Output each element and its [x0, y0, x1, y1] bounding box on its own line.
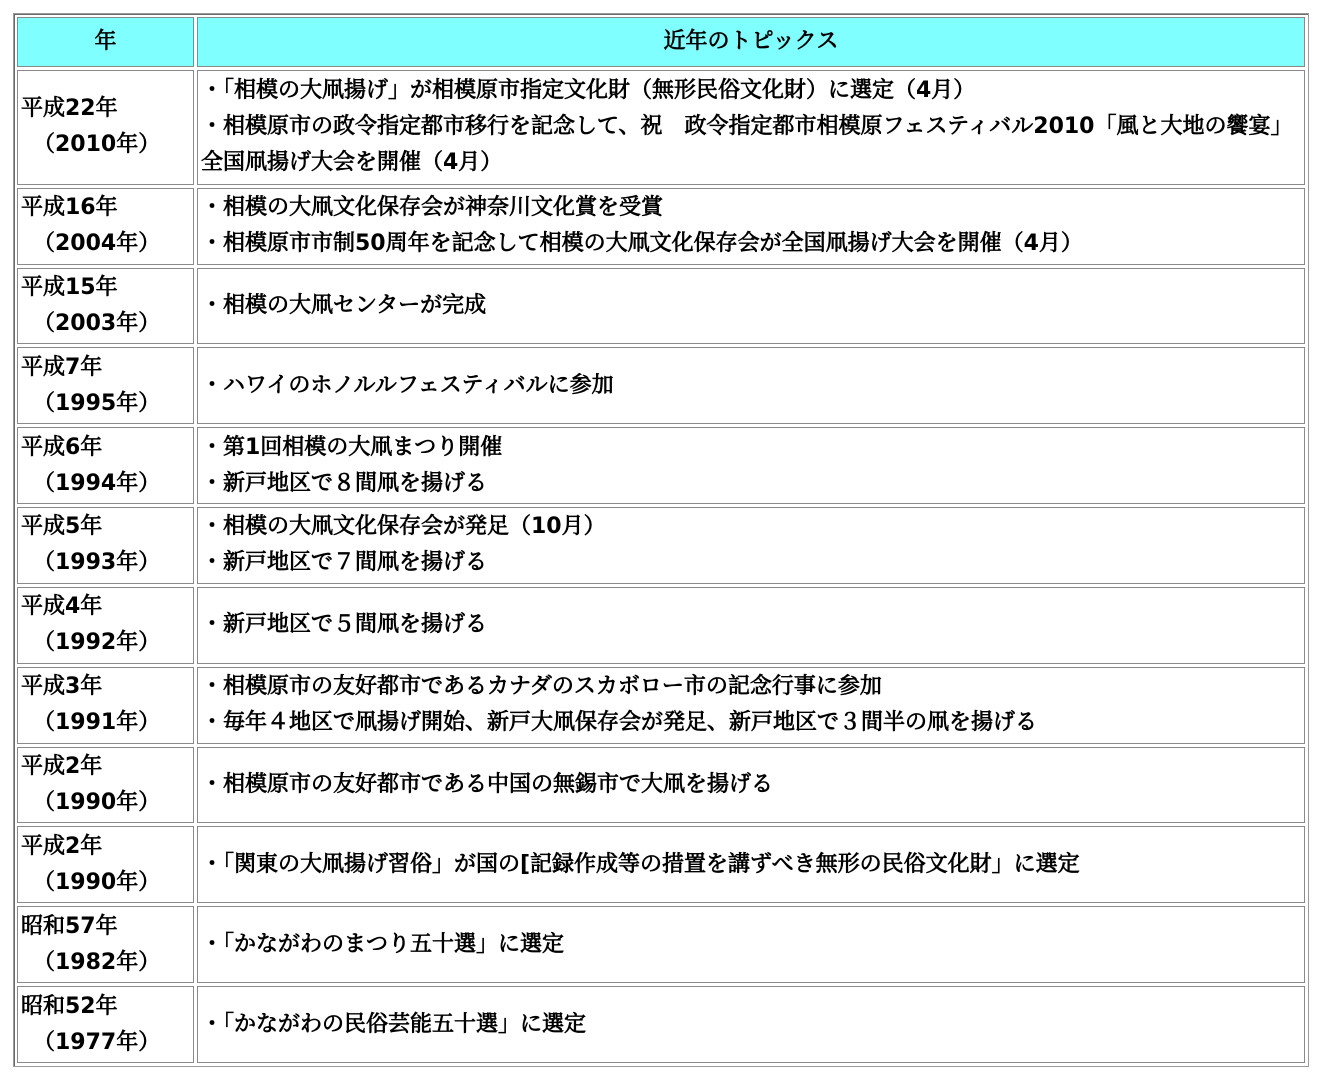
- topics-cell: [197, 587, 1305, 664]
- table-row: [17, 986, 1305, 1063]
- era-year: 平成15年: [21, 274, 118, 300]
- year-cell: [17, 986, 194, 1063]
- year-cell: [17, 906, 194, 983]
- table-row: [17, 268, 1305, 345]
- topics-cell: [197, 986, 1305, 1063]
- table-header-row: [17, 17, 1305, 67]
- table-row: [17, 507, 1305, 584]
- topic-item: ・相模原市の友好都市であるカナダのスカボロー市の記念行事に参加: [201, 674, 882, 700]
- year-cell: [17, 188, 194, 265]
- topics-cell: [197, 427, 1305, 504]
- era-year: 平成7年: [21, 354, 103, 380]
- western-year: （1993年）: [33, 550, 161, 576]
- era-year: 平成22年: [21, 96, 118, 122]
- western-year: （1977年）: [33, 1029, 161, 1055]
- western-year: （2004年）: [33, 231, 161, 257]
- western-year: （1992年）: [33, 630, 161, 656]
- year-cell: [17, 587, 194, 664]
- era-year: 平成2年: [21, 833, 103, 859]
- table-row: [17, 906, 1305, 983]
- year-column-header: 年: [17, 17, 194, 67]
- western-year: （1994年）: [33, 470, 161, 496]
- topics-cell: [197, 826, 1305, 903]
- topic-item: ・「関東の大凧揚げ習俗」が国の[記録作成等の措置を講ずべき無形の民俗文化財」に選定: [201, 851, 1080, 877]
- era-year: 平成16年: [21, 195, 118, 221]
- western-year: （1990年）: [33, 789, 161, 815]
- topic-item: ・相模の大凧文化保存会が神奈川文化賞を受賞: [201, 195, 664, 221]
- topic-item: ・ハワイのホノルルフェスティバルに参加: [201, 372, 614, 398]
- topic-item: ・相模原市の友好都市である中国の無錫市で大凧を揚げる: [201, 771, 774, 797]
- table-row: [17, 667, 1305, 744]
- topics-cell: [197, 906, 1305, 983]
- western-year: （1990年）: [33, 869, 161, 895]
- topic-item: ・相模の大凧文化保存会が発足（10月）: [201, 514, 606, 540]
- year-cell: [17, 347, 194, 424]
- topics-cell: [197, 507, 1305, 584]
- topics-cell: [197, 70, 1305, 185]
- table-row: [17, 347, 1305, 424]
- era-year: 平成2年: [21, 753, 103, 779]
- table-row: [17, 70, 1305, 185]
- topics-cell: [197, 188, 1305, 265]
- topic-item: ・「かながわのまつり五十選」に選定: [201, 931, 565, 957]
- table-row: [17, 826, 1305, 903]
- era-year: 昭和57年: [21, 913, 118, 939]
- western-year: （2010年）: [33, 132, 161, 158]
- western-year: （1991年）: [33, 710, 161, 736]
- topics-table: [14, 14, 1308, 1066]
- topic-item: ・「相模の大凧揚げ」が相模原市指定文化財（無形民俗文化財）に選定（4月）: [201, 78, 976, 104]
- year-cell: [17, 70, 194, 185]
- western-year: （2003年）: [33, 310, 161, 336]
- topic-item: ・相模原市市制50周年を記念して相模の大凧文化保存会が全国凧揚げ大会を開催（4月）: [201, 231, 1083, 257]
- era-year: 平成4年: [21, 594, 103, 620]
- era-year: 平成5年: [21, 514, 103, 540]
- era-year: 平成6年: [21, 434, 103, 460]
- topic-item: ・新戸地区で７間凧を揚げる: [201, 550, 488, 576]
- topic-item: ・「かながわの民俗芸能五十選」に選定: [201, 1011, 587, 1037]
- topic-item: ・相模の大凧センターが完成: [201, 292, 487, 318]
- year-cell: [17, 747, 194, 824]
- topics-cell: [197, 347, 1305, 424]
- topics-cell: [197, 268, 1305, 345]
- table-row: [17, 747, 1305, 824]
- table-row: [17, 587, 1305, 664]
- year-cell: [17, 268, 194, 345]
- topic-item: ・第1回相模の大凧まつり開催: [201, 434, 503, 460]
- year-cell: [17, 427, 194, 504]
- topic-item: ・新戸地区で５間凧を揚げる: [201, 612, 488, 638]
- topic-item: ・相模原市の政令指定都市移行を記念して、祝 政令指定都市相模原フェスティバル2010「風と大地の饗宴」全国凧揚げ大会を開催（4月）: [201, 114, 1293, 176]
- topic-item: ・毎年４地区で凧揚げ開始、新戸大凧保存会が発足、新戸地区で３間半の凧を揚げる: [201, 710, 1038, 736]
- year-cell: [17, 667, 194, 744]
- topics-column-header: 近年のトピックス: [197, 17, 1305, 67]
- topics-cell: [197, 667, 1305, 744]
- table-row: [17, 427, 1305, 504]
- topics-cell: [197, 747, 1305, 824]
- western-year: （1995年）: [33, 390, 161, 416]
- year-cell: [17, 826, 194, 903]
- topics-table-frame: [13, 13, 1309, 1067]
- year-cell: [17, 507, 194, 584]
- era-year: 昭和52年: [21, 993, 118, 1019]
- table-row: [17, 188, 1305, 265]
- era-year: 平成3年: [21, 674, 103, 700]
- topic-item: ・新戸地区で８間凧を揚げる: [201, 470, 488, 496]
- western-year: （1982年）: [33, 949, 161, 975]
